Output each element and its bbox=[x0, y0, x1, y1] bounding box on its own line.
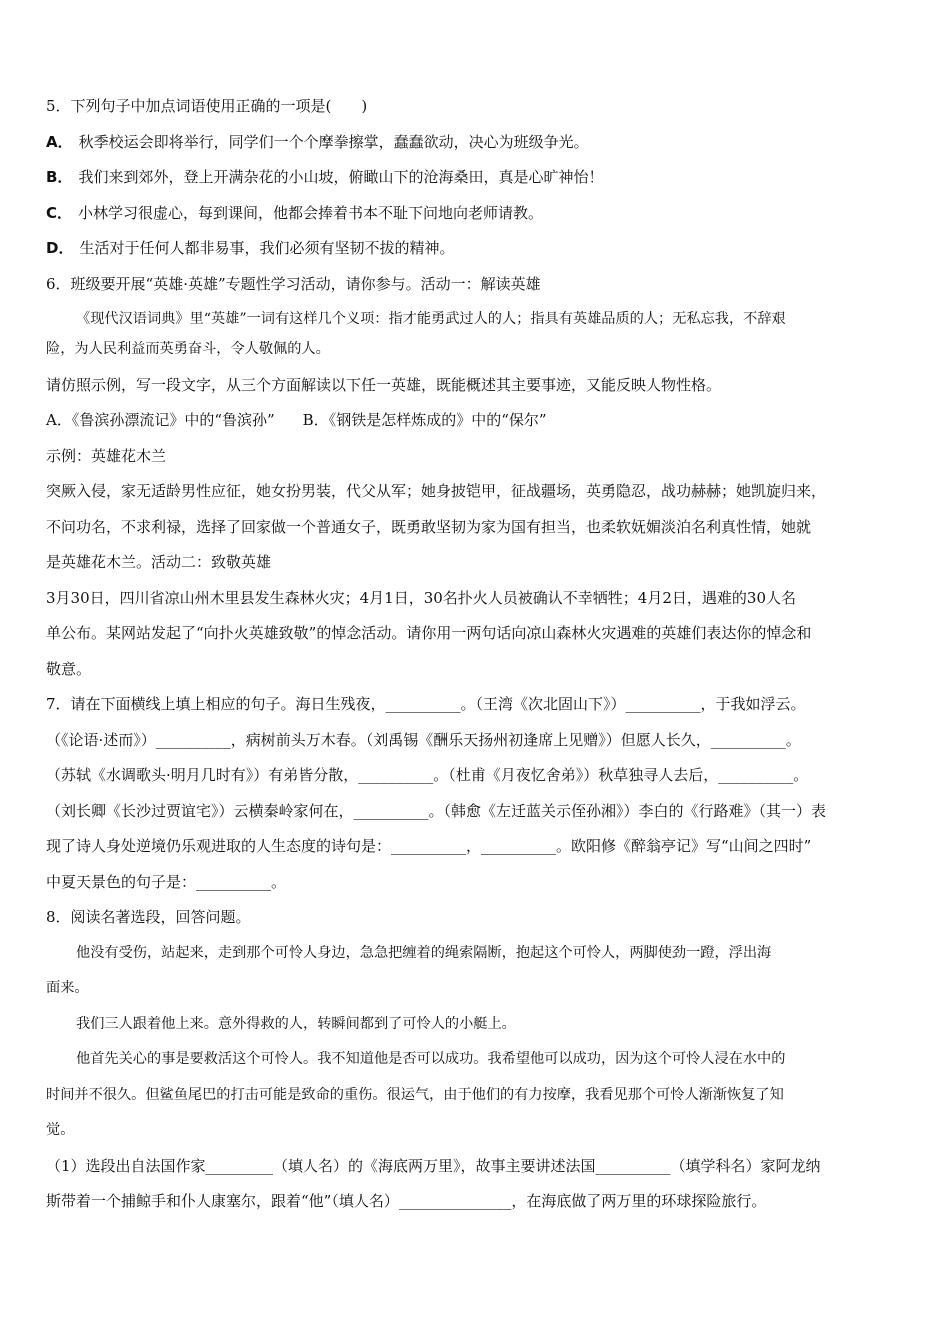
q5-option-a: A． 秋季校运会即将举行，同学们一个个摩拳擦掌，蠢蠢欲动，决心为班级争光。 bbox=[46, 132, 589, 151]
q8-sub1-line: 斯带着一个捕鲸手和仆人康塞尔，跟着“他”（填人名）_______________，在海底做了两万里的环球探险旅行。 bbox=[46, 1192, 767, 1210]
q8-passage-line: 觉。 bbox=[46, 1122, 75, 1138]
q7-line: （苏轼《水调歌头·明月几时有》）有弟皆分散，__________。（杜甫《月夜忆舍弟》）秋草独寻人去后，__________。 bbox=[46, 766, 809, 784]
q6-instruction: 请仿照示例，写一段文字，从三个方面解读以下任一英雄，既能概述其主要事迹，又能反映人物性格。 bbox=[46, 375, 722, 394]
q7-line: 7．请在下面横线上填上相应的句子。海日生残夜，__________。（王湾《次北固山下》）__________，于我如浮云。 bbox=[46, 695, 806, 713]
q8-passage-line: 他首先关心的事是要救活这个可怜人。我不知道他是否可以成功。我希望他可以成功，因为这个可怜人浸在水中的 bbox=[76, 1051, 786, 1067]
q6-dict-line: 险，为人民利益而英勇奋斗，令人敬佩的人。 bbox=[46, 341, 330, 357]
q8-sub1-line: （1）选段出自法国作家_________（填人名）的《海底两万里》，故事主要讲述法国__________（填学科名）家阿龙纳 bbox=[46, 1156, 821, 1175]
q5-option-c: C． 小林学习很虚心，每到课间，他都会捧着书本不耻下问地向老师请教。 bbox=[46, 203, 544, 222]
q6-example-line: 是英雄花木兰。活动二：致敬英雄 bbox=[46, 553, 272, 571]
q6-choice-a: A．《鲁滨孙漂流记》中的“鲁滨孙” bbox=[46, 411, 275, 429]
q6-activity-line: 3月30日，四川省凉山州木里县发生森林火灾；4月1日，30名扑火人员被确认不幸牺牲；4月2日，遇难的30人名 bbox=[46, 588, 796, 607]
q5-option-b: B． 我们来到郊外，登上开满杂花的小山坡，俯瞰山下的沧海桑田，真是心旷神怡！ bbox=[46, 168, 604, 186]
q6-example-line: 突厥入侵，家无适龄男性应征，她女扮男装，代父从军；她身披铠甲，征战疆场，英勇隐忍，战功赫赫；她凯旋归来， bbox=[46, 482, 827, 500]
q5-stem: 5．下列句子中加点词语使用正确的一项是( ) bbox=[46, 97, 368, 115]
q8-stem: 8．阅读名著选段，回答问题。 bbox=[46, 908, 251, 926]
q7-line: 中夏天景色的句子是：__________。 bbox=[46, 872, 287, 891]
q6-choices bbox=[46, 410, 910, 430]
q8-passage-line: 我们三人跟着他上来。意外得救的人，转瞬间都到了可怜人的小艇上。 bbox=[76, 1015, 516, 1032]
q7-line: （《论语·述而》）__________，病树前头万木春。（刘禹锡《酬乐天扬州初逢席上见赠》）但愿人长久，__________。 bbox=[46, 730, 801, 749]
q8-passage-line: 时间并不很久。但鲨鱼尾巴的打击可能是致命的重伤。很运气，由于他们的有力按摩，我看见那个可怜人渐渐恢复了知 bbox=[46, 1086, 784, 1103]
q6-activity-line: 单公布。某网站发起了“向扑火英雄致敬”的悼念活动。请你用一两句话向凉山森林火灾遇难的英雄们表达你的悼念和 bbox=[46, 624, 812, 642]
q7-line: （刘长卿《长沙过贾谊宅》）云横秦岭家何在，__________。（韩愈《左迁蓝关示侄孙湘》）李白的《行路难》（其一）表 bbox=[46, 801, 827, 820]
q6-activity-line: 敬意。 bbox=[46, 659, 92, 678]
q5-option-d: D． 生活对于任何人都非易事，我们必须有坚韧不拔的精神。 bbox=[46, 239, 455, 257]
q6-example-line: 不问功名，不求利禄，选择了回家做一个普通女子，既勇敢坚韧为家为国有担当，也柔软妩媚淡泊名利真性情，她就 bbox=[46, 517, 812, 536]
q6-stem: 6．班级要开展“英雄·英雄”专题性学习活动，请你参与。活动一：解读英雄 bbox=[46, 274, 541, 293]
exam-page bbox=[46, 96, 910, 1227]
q6-dict-line: 《现代汉语词典》里“英雄”一词有这样几个义项：指才能勇武过人的人；指具有英雄品质的人；无私忘我，不辞艰 bbox=[76, 311, 786, 327]
q8-passage-line: 面来。 bbox=[46, 980, 89, 996]
q8-passage-line: 他没有受伤，站起来，走到那个可怜人身边，急急把缠着的绳索隔断，抱起这个可怜人，两脚使劲一蹬，浮出海 bbox=[76, 944, 772, 961]
q6-choice-b: B．《钢铁是怎样炼成的》中的“保尔” bbox=[302, 411, 547, 429]
q6-example-title: 示例：英雄花木兰 bbox=[46, 446, 167, 465]
q7-line: 现了诗人身处逆境仍乐观进取的人生态度的诗句是：__________，__________。欧阳修《醉翁亭记》写“山间之四时” bbox=[46, 837, 812, 855]
